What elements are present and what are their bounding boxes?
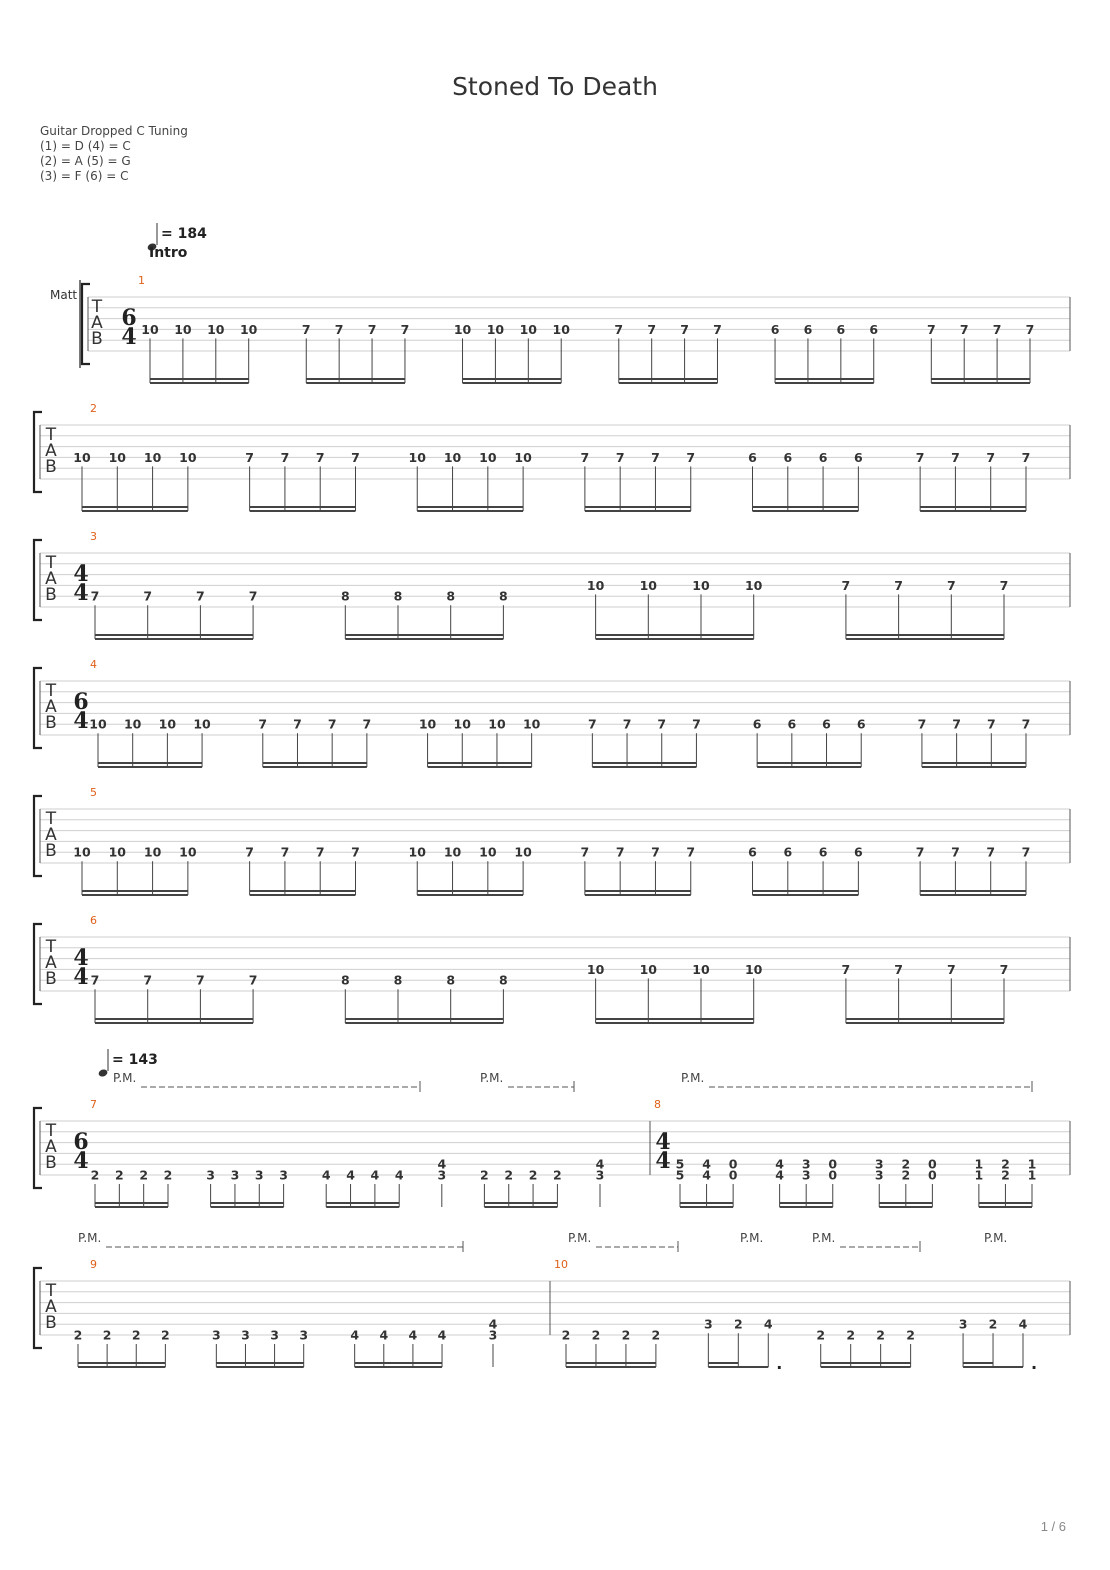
fret-number: 3 <box>211 1327 221 1343</box>
fret-number: 7 <box>400 321 410 337</box>
fret-number: 1 <box>974 1167 984 1183</box>
fret-number: 10 <box>488 716 506 732</box>
fret-number: 3 <box>488 1327 498 1343</box>
measure-number: 7 <box>90 1098 97 1111</box>
fret-number: 6 <box>770 321 780 337</box>
tab-clef-letter: A <box>91 313 103 333</box>
fret-number: 7 <box>248 972 258 988</box>
fret-number: 7 <box>686 449 696 465</box>
system-bracket <box>34 412 42 492</box>
fret-number: 6 <box>748 449 757 465</box>
fret-number: 8 <box>393 588 403 604</box>
fret-number: 0 <box>828 1156 838 1172</box>
fret-number: 7 <box>614 321 624 337</box>
fret-number: 6 <box>854 449 863 465</box>
tab-clef-letter: T <box>45 681 57 701</box>
fret-number: 7 <box>588 716 597 732</box>
fret-number: 2 <box>876 1327 886 1343</box>
fret-number: 7 <box>686 844 696 860</box>
fret-number: 6 <box>783 449 793 465</box>
fret-number: 8 <box>499 588 508 604</box>
fret-number: 4 <box>394 1167 404 1183</box>
fret-number: 6 <box>818 449 828 465</box>
fret-number: 0 <box>928 1167 937 1183</box>
fret-number: 2 <box>102 1327 112 1343</box>
fret-number: 7 <box>647 321 657 337</box>
fret-number: 10 <box>479 844 497 860</box>
fret-number: 3 <box>299 1327 309 1343</box>
fret-number: 10 <box>418 716 437 732</box>
fret-number: 10 <box>519 321 538 337</box>
fret-number: 6 <box>748 844 757 860</box>
fret-number: 8 <box>446 972 456 988</box>
fret-number: 3 <box>230 1167 240 1183</box>
fret-number: 10 <box>514 844 532 860</box>
tab-clef-letter: A <box>45 441 57 461</box>
fret-number: 7 <box>615 449 625 465</box>
fret-number: 4 <box>763 1316 773 1332</box>
fret-number: 3 <box>874 1156 884 1172</box>
fret-number: 2 <box>846 1327 856 1343</box>
palm-mute-label: P.M. <box>681 1071 705 1085</box>
fret-number: 10 <box>408 844 426 860</box>
time-signature-bottom: 4 <box>121 324 137 350</box>
fret-number: 7 <box>917 716 927 732</box>
palm-mute-label: P.M. <box>480 1071 504 1085</box>
measure-number: 3 <box>90 530 97 543</box>
fret-number: 10 <box>453 321 472 337</box>
fret-number: 3 <box>801 1156 811 1172</box>
fret-number: 7 <box>959 321 969 337</box>
fret-number: 4 <box>370 1167 380 1183</box>
fret-number: 6 <box>752 716 762 732</box>
fret-number: 10 <box>143 449 162 465</box>
fret-number: 10 <box>586 577 605 593</box>
palm-mute-label: P.M. <box>812 1231 836 1245</box>
fret-number: 7 <box>713 321 722 337</box>
fret-number: 4 <box>488 1316 498 1332</box>
fret-number: 6 <box>869 321 879 337</box>
time-signature-bottom: 4 <box>655 1148 671 1174</box>
fret-number: 3 <box>703 1316 713 1332</box>
fret-number: 7 <box>351 449 360 465</box>
time-signature-bottom: 4 <box>73 1148 89 1174</box>
fret-number: 10 <box>692 577 710 593</box>
fret-number: 6 <box>836 321 846 337</box>
measure-number: 5 <box>90 786 97 799</box>
measure-number: 9 <box>90 1258 97 1271</box>
fret-number: 7 <box>1021 716 1031 732</box>
fret-number: 10 <box>744 961 763 977</box>
fret-number: 1 <box>1027 1167 1037 1183</box>
fret-number: 7 <box>986 844 996 860</box>
fret-number: 4 <box>437 1156 447 1172</box>
fret-number: 4 <box>775 1167 784 1183</box>
palm-mute-label: P.M. <box>78 1231 102 1245</box>
fret-number: 2 <box>528 1167 538 1183</box>
system-bracket <box>34 796 42 876</box>
fret-number: 4 <box>775 1156 784 1172</box>
fret-number: 0 <box>928 1156 937 1172</box>
time-signature-top: 6 <box>73 689 89 715</box>
fret-number: 2 <box>591 1327 601 1343</box>
fret-number: 10 <box>586 961 605 977</box>
tab-clef-letter: T <box>45 1281 57 1301</box>
fret-number: 7 <box>946 577 956 593</box>
fret-number: 7 <box>692 716 701 732</box>
system-bracket <box>82 284 90 364</box>
fret-number: 7 <box>196 972 205 988</box>
fret-number: 10 <box>479 449 497 465</box>
fret-number: 7 <box>315 449 325 465</box>
fret-number: 7 <box>143 588 153 604</box>
fret-number: 7 <box>986 716 996 732</box>
fret-number: 10 <box>639 577 658 593</box>
fret-number: 2 <box>73 1327 83 1343</box>
measure-number: 10 <box>554 1258 568 1271</box>
measure-number: 2 <box>90 402 97 415</box>
tab-clef-letter: B <box>45 457 57 477</box>
fret-number: 0 <box>828 1167 838 1183</box>
time-signature-top: 4 <box>73 945 89 971</box>
fret-number: 3 <box>206 1167 215 1183</box>
measure-number: 1 <box>138 274 145 287</box>
fret-number: 7 <box>1021 844 1031 860</box>
fret-number: 10 <box>408 449 426 465</box>
tab-clef-letter: A <box>45 1137 57 1157</box>
fret-number: 2 <box>901 1156 911 1172</box>
fret-number: 7 <box>280 449 290 465</box>
fret-number: 4 <box>346 1167 355 1183</box>
fret-number: 8 <box>446 588 456 604</box>
tab-clef-letter: B <box>91 329 103 349</box>
tab-clef-letter: T <box>45 809 57 829</box>
fret-number: 2 <box>816 1327 826 1343</box>
fret-number: 10 <box>207 321 225 337</box>
fret-number: 7 <box>915 844 925 860</box>
fret-number: 2 <box>901 1167 911 1183</box>
fret-number: 2 <box>139 1167 149 1183</box>
tuning-name: Guitar Dropped C Tuning <box>40 124 188 138</box>
fret-number: 4 <box>702 1167 711 1183</box>
system-bracket <box>34 924 42 1004</box>
fret-number: 7 <box>362 716 372 732</box>
fret-number: 2 <box>114 1167 124 1183</box>
measure-number: 8 <box>654 1098 661 1111</box>
fret-number: 3 <box>270 1327 279 1343</box>
instrument-label: Matt <box>50 288 78 302</box>
palm-mute-label: P.M. <box>984 1231 1008 1245</box>
dot-marker: . <box>776 1354 783 1373</box>
fret-number: 0 <box>728 1167 738 1183</box>
fret-number: 6 <box>856 716 866 732</box>
fret-number: 10 <box>193 716 211 732</box>
tempo-note-icon <box>98 1068 109 1077</box>
fret-number: 10 <box>443 844 462 860</box>
fret-number: 5 <box>675 1167 685 1183</box>
tuning-line: (2) = A (5) = G <box>40 154 131 168</box>
fret-number: 7 <box>622 716 632 732</box>
page-title: Stoned To Death <box>452 72 658 101</box>
fret-number: 6 <box>803 321 813 337</box>
fret-number: 7 <box>1025 321 1035 337</box>
fret-number: 4 <box>1018 1316 1028 1332</box>
fret-number: 7 <box>915 449 925 465</box>
fret-number: 7 <box>894 961 903 977</box>
fret-number: 6 <box>854 844 863 860</box>
fret-number: 2 <box>163 1167 173 1183</box>
time-signature-bottom: 4 <box>73 964 89 990</box>
fret-number: 10 <box>744 577 763 593</box>
palm-mute-label: P.M. <box>568 1231 592 1245</box>
fret-number: 2 <box>161 1327 170 1343</box>
fret-number: 7 <box>894 577 903 593</box>
fret-number: 7 <box>367 321 377 337</box>
time-signature-top: 4 <box>73 561 89 587</box>
fret-number: 2 <box>561 1327 571 1343</box>
fret-number: 6 <box>822 716 831 732</box>
fret-number: 7 <box>651 449 660 465</box>
fret-number: 7 <box>580 449 590 465</box>
fret-number: 7 <box>926 321 936 337</box>
tab-clef-letter: B <box>45 1313 57 1333</box>
fret-number: 2 <box>553 1167 562 1183</box>
system-bracket <box>34 668 42 748</box>
fret-number: 7 <box>245 449 254 465</box>
fret-number: 2 <box>621 1327 631 1343</box>
fret-number: 2 <box>90 1167 100 1183</box>
fret-number: 10 <box>522 716 541 732</box>
measure-number: 4 <box>90 658 97 671</box>
tab-clef-letter: A <box>45 697 57 717</box>
fret-number: 2 <box>480 1167 489 1183</box>
fret-number: 7 <box>841 577 851 593</box>
fret-number: 7 <box>245 844 254 860</box>
tab-clef-letter: T <box>91 297 103 317</box>
fret-number: 1 <box>1027 1156 1037 1172</box>
fret-number: 7 <box>196 588 205 604</box>
fret-number: 4 <box>595 1156 605 1172</box>
fret-number: 10 <box>73 449 91 465</box>
fret-number: 10 <box>89 716 107 732</box>
tab-clef-letter: B <box>45 585 57 605</box>
fret-number: 8 <box>340 588 350 604</box>
fret-number: 7 <box>580 844 590 860</box>
tab-clef-letter: T <box>45 553 57 573</box>
fret-number: 7 <box>143 972 153 988</box>
tab-clef-letter: A <box>45 825 57 845</box>
fret-number: 7 <box>615 844 625 860</box>
fret-number: 7 <box>651 844 660 860</box>
fret-number: 6 <box>818 844 828 860</box>
fret-number: 4 <box>408 1327 418 1343</box>
tab-clef-letter: T <box>45 1121 57 1141</box>
fret-number: 2 <box>733 1316 743 1332</box>
fret-number: 10 <box>692 961 710 977</box>
fret-number: 7 <box>351 844 360 860</box>
fret-number: 10 <box>73 844 91 860</box>
fret-number: 10 <box>486 321 505 337</box>
fret-number: 10 <box>141 321 159 337</box>
fret-number: 7 <box>280 844 290 860</box>
fret-number: 2 <box>1001 1156 1010 1172</box>
fret-number: 7 <box>293 716 302 732</box>
fret-number: 6 <box>787 716 797 732</box>
fret-number: 7 <box>999 577 1009 593</box>
fret-number: 7 <box>657 716 667 732</box>
fret-number: 7 <box>334 321 344 337</box>
fret-number: 7 <box>986 449 996 465</box>
tab-clef-letter: A <box>45 569 57 589</box>
fret-number: 10 <box>239 321 258 337</box>
fret-number: 7 <box>301 321 311 337</box>
tuning-line: (1) = D (4) = C <box>40 139 131 153</box>
system-bracket <box>34 1268 42 1348</box>
fret-number: 8 <box>340 972 350 988</box>
fret-number: 5 <box>675 1156 685 1172</box>
fret-number: 3 <box>241 1327 250 1343</box>
time-signature-top: 6 <box>121 305 137 331</box>
fret-number: 2 <box>988 1316 998 1332</box>
fret-number: 3 <box>437 1167 447 1183</box>
palm-mute-label: P.M. <box>740 1231 764 1245</box>
fret-number: 7 <box>946 961 956 977</box>
tab-clef-letter: B <box>45 713 57 733</box>
tempo-value: = 143 <box>112 1052 158 1068</box>
fret-number: 3 <box>279 1167 288 1183</box>
fret-number: 10 <box>552 321 570 337</box>
fret-number: 7 <box>90 588 100 604</box>
fret-number: 8 <box>499 972 508 988</box>
fret-number: 4 <box>379 1327 389 1343</box>
tab-clef-letter: B <box>45 841 57 861</box>
fret-number: 10 <box>123 716 142 732</box>
fret-number: 10 <box>108 844 126 860</box>
fret-number: 0 <box>728 1156 738 1172</box>
tempo-value: = 184 <box>161 226 207 242</box>
palm-mute-label: P.M. <box>113 1071 137 1085</box>
tab-clef-letter: B <box>45 1153 57 1173</box>
measure-number: 6 <box>90 914 97 927</box>
tuning-line: (3) = F (6) = C <box>40 169 129 183</box>
fret-number: 10 <box>108 449 126 465</box>
fret-number: 7 <box>680 321 689 337</box>
fret-number: 3 <box>958 1316 968 1332</box>
tab-clef-letter: T <box>45 937 57 957</box>
fret-number: 2 <box>651 1327 661 1343</box>
fret-number: 3 <box>595 1167 605 1183</box>
tab-clef-letter: A <box>45 953 57 973</box>
tab-clef-letter: T <box>45 425 57 445</box>
fret-number: 3 <box>254 1167 264 1183</box>
fret-number: 8 <box>393 972 403 988</box>
fret-number: 7 <box>992 321 1002 337</box>
system-bracket <box>34 1108 42 1188</box>
fret-number: 2 <box>906 1327 915 1343</box>
fret-number: 7 <box>248 588 258 604</box>
time-signature-top: 6 <box>73 1129 89 1155</box>
fret-number: 7 <box>952 716 961 732</box>
page-number: 1 / 6 <box>1040 1519 1066 1534</box>
fret-number: 3 <box>874 1167 884 1183</box>
fret-number: 10 <box>179 844 197 860</box>
section-label: Intro <box>149 245 188 261</box>
dot-marker: . <box>1031 1354 1038 1373</box>
fret-number: 7 <box>315 844 325 860</box>
fret-number: 2 <box>504 1167 514 1183</box>
fret-number: 10 <box>453 716 471 732</box>
fret-number: 1 <box>974 1156 984 1172</box>
fret-number: 2 <box>1001 1167 1010 1183</box>
time-signature-top: 4 <box>655 1129 671 1155</box>
fret-number: 7 <box>999 961 1009 977</box>
fret-number: 10 <box>179 449 197 465</box>
fret-number: 10 <box>514 449 532 465</box>
fret-number: 7 <box>327 716 337 732</box>
fret-number: 7 <box>258 716 268 732</box>
fret-number: 6 <box>783 844 793 860</box>
tab-clef-letter: A <box>45 1297 57 1317</box>
fret-number: 10 <box>143 844 162 860</box>
fret-number: 3 <box>801 1167 811 1183</box>
fret-number: 7 <box>90 972 100 988</box>
fret-number: 10 <box>443 449 462 465</box>
fret-number: 10 <box>639 961 658 977</box>
fret-number: 7 <box>1021 449 1031 465</box>
fret-number: 2 <box>131 1327 141 1343</box>
system-bracket <box>34 540 42 620</box>
fret-number: 4 <box>321 1167 331 1183</box>
fret-number: 7 <box>951 449 960 465</box>
fret-number: 10 <box>174 321 192 337</box>
fret-number: 7 <box>951 844 960 860</box>
fret-number: 4 <box>350 1327 360 1343</box>
time-signature-bottom: 4 <box>73 580 89 606</box>
fret-number: 4 <box>437 1327 447 1343</box>
tab-clef-letter: B <box>45 969 57 989</box>
time-signature-bottom: 4 <box>73 708 89 734</box>
fret-number: 10 <box>158 716 177 732</box>
fret-number: 4 <box>702 1156 711 1172</box>
fret-number: 7 <box>841 961 851 977</box>
